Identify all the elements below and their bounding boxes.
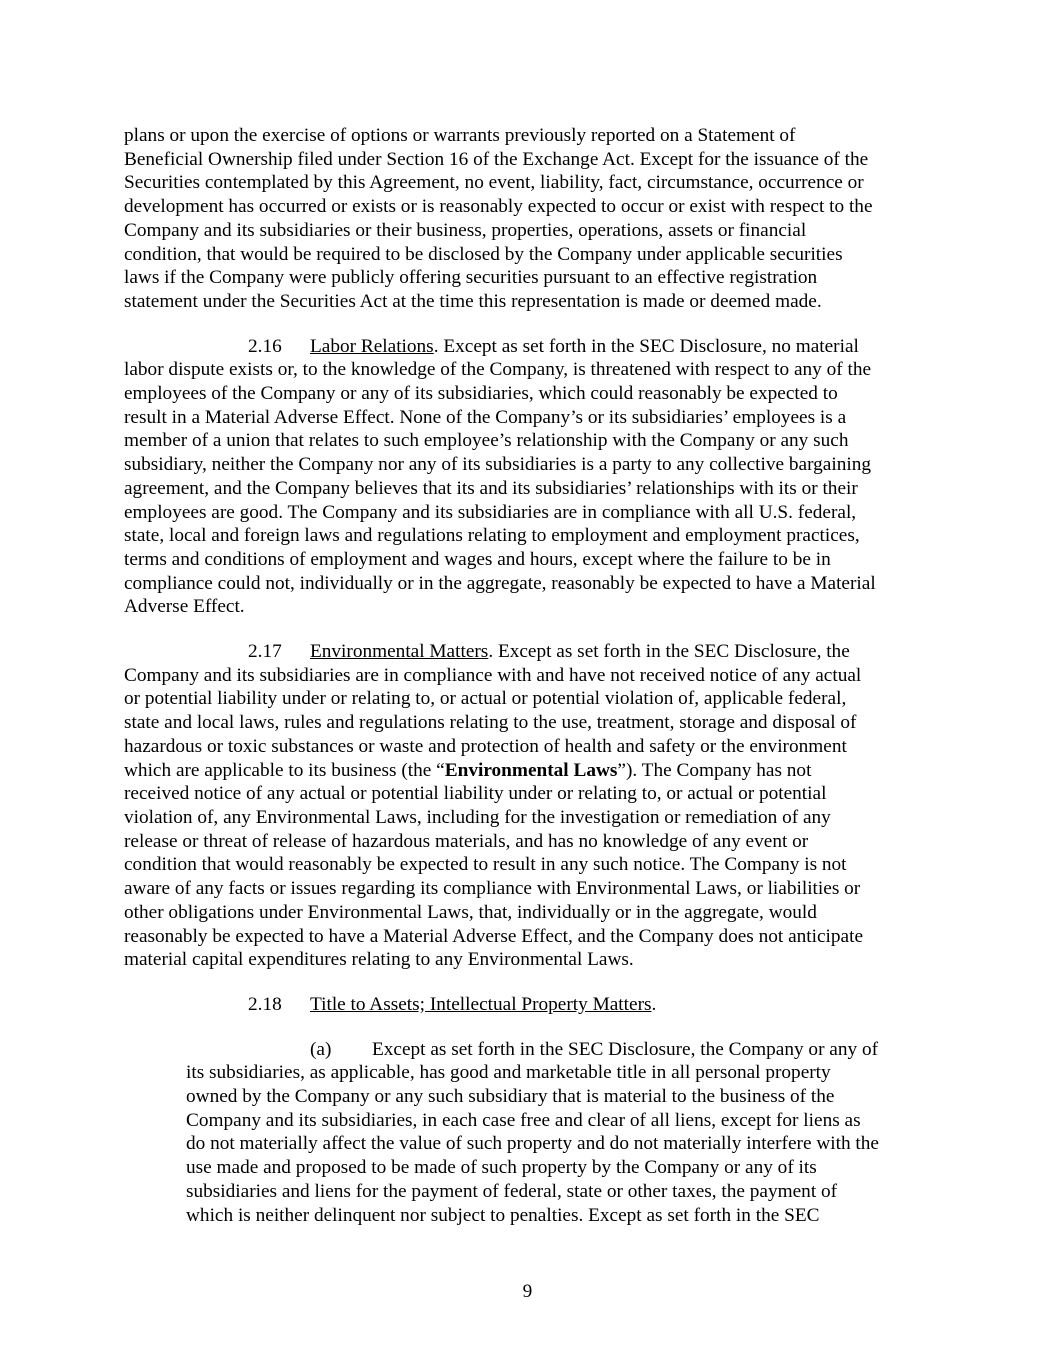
section-number: 2.16	[248, 335, 282, 357]
paragraph-line: Securities contemplated by this Agreement, no event, liability, fact, circumstance, occurrence or	[124, 172, 864, 194]
paragraph-line: its subsidiaries, as applicable, has good and marketable title in all personal property	[186, 1062, 831, 1084]
paragraph-line: labor dispute exists or, to the knowledge of the Company, is threatened with respect to any of the	[124, 359, 872, 381]
paragraph-line: Company and its subsidiaries are in compliance with and have not received notice of any actual	[124, 664, 862, 686]
section-2-16-labor-relations	[124, 335, 934, 619]
paragraph-line: violation of, any Environmental Laws, including for the investigation or remediation of any	[124, 806, 831, 828]
section-heading: Title to Assets; Intellectual Property Matters	[310, 993, 652, 1015]
section-first-line-text: . Except as set forth in the SEC Disclosure, no material	[433, 335, 859, 357]
section-number: 2.17	[248, 641, 282, 663]
paragraph-line: release or threat of release of hazardous materials, and has no knowledge of any event or	[124, 830, 809, 852]
section-first-line	[124, 640, 934, 664]
paragraph-line: compliance could not, individually or in the aggregate, reasonably be expected to have a Material	[124, 572, 876, 594]
section-number: 2.18	[248, 993, 282, 1015]
paragraph-line: or potential liability under or relating to, or actual or potential violation of, applicable federal,	[124, 688, 847, 710]
paragraph-line: do not materially affect the value of such property and do not materially interfere with the	[186, 1133, 879, 1155]
section-first-line-text: . Except as set forth in the SEC Disclosure, the	[488, 641, 850, 663]
paragraph-line: hazardous or toxic substances or waste and protection of health and safety or the environment	[124, 735, 847, 757]
defined-term-line-after: ”). The Company has not	[617, 759, 812, 781]
continuation-paragraph	[124, 124, 934, 314]
paragraph-line: reasonably be expected to have a Material Adverse Effect, and the Company does not anticipate	[124, 925, 864, 947]
page-body	[124, 124, 934, 1248]
subsection-label: (a)	[310, 1038, 332, 1060]
paragraph-line: plans or upon the exercise of options or warrants previously reported on a Statement of	[124, 125, 796, 146]
paragraph-line: material capital expenditures relating to any Environmental Laws.	[124, 949, 634, 971]
defined-term: Environmental Laws	[444, 759, 618, 781]
paragraph-line: state, local and foreign laws and regulations relating to employment and employment practices,	[124, 525, 860, 547]
paragraph-line: Adverse Effect.	[124, 596, 245, 618]
section-heading: Environmental Matters	[310, 641, 489, 663]
subsection-a	[186, 1038, 934, 1228]
paragraph-line: Beneficial Ownership filed under Section 16 of the Exchange Act. Except for the issuance of the	[124, 148, 869, 170]
paragraph-line: other obligations under Environmental Laws, that, individually or in the aggregate, would	[124, 901, 817, 923]
paragraph-line: laws if the Company were publicly offering securities pursuant to an effective registration	[124, 267, 818, 289]
paragraph-line: condition that would reasonably be expected to result in any such notice. The Company is not	[124, 854, 847, 876]
paragraph-line: result in a Material Adverse Effect. None of the Company’s or its subsidiaries’ employees is a	[124, 406, 847, 428]
subsection-first-line-text: Except as set forth in the SEC Disclosure, the Company or any of	[372, 1038, 879, 1060]
section-first-line	[124, 993, 934, 1017]
section-2-17-environmental-matters	[124, 640, 934, 972]
paragraph-line: owned by the Company or any such subsidiary that is material to the business of the	[186, 1086, 835, 1108]
subsection-first-line	[186, 1038, 934, 1062]
section-heading: Labor Relations	[310, 335, 434, 357]
paragraph-line: Company and its subsidiaries, in each case free and clear of all liens, except for liens as	[186, 1109, 861, 1131]
paragraph-line: member of a union that relates to such employee’s relationship with the Company or any such	[124, 430, 849, 452]
paragraph-line: condition, that would be required to be disclosed by the Company under applicable securities	[124, 243, 843, 265]
paragraph-line: which is neither delinquent nor subject to penalties. Except as set forth in the SEC	[186, 1204, 820, 1226]
paragraph-line: use made and proposed to be made of such property by the Company or any of its	[186, 1157, 817, 1179]
paragraph-line: terms and conditions of employment and wages and hours, except where the failure to be in	[124, 548, 831, 570]
defined-term-line	[124, 759, 934, 783]
paragraph-line: employees of the Company or any of its subsidiaries, which could reasonably be expected to	[124, 383, 838, 405]
paragraph-line: Company and its subsidiaries or their business, properties, operations, assets or financial	[124, 219, 807, 241]
paragraph-line: state and local laws, rules and regulations relating to the use, treatment, storage and disposal of	[124, 712, 857, 734]
paragraph-line: statement under the Securities Act at the time this representation is made or deemed made.	[124, 290, 822, 312]
page-number: 9	[522, 1281, 533, 1302]
defined-term-line-before: which are applicable to its business (the “	[124, 759, 445, 781]
paragraph-line: agreement, and the Company believes that its and its subsidiaries’ relationships with its or their	[124, 477, 858, 499]
section-heading-period: .	[651, 993, 657, 1015]
paragraph-line: development has occurred or exists or is reasonably expected to occur or exist with respect to the	[124, 196, 873, 218]
paragraph-line: employees are good. The Company and its subsidiaries are in compliance with all U.S. federal,	[124, 501, 857, 523]
paragraph-line: subsidiary, neither the Company nor any of its subsidiaries is a party to any collective bargaining	[124, 454, 871, 476]
paragraph-line: subsidiaries and liens for the payment of federal, state or other taxes, the payment of	[186, 1180, 838, 1202]
paragraph-line: received notice of any actual or potential liability under or relating to, or actual or potential	[124, 783, 827, 805]
section-2-18-title-to-assets	[124, 993, 934, 1017]
paragraph-line: aware of any facts or issues regarding its compliance with Environmental Laws, or liabilities or	[124, 878, 861, 900]
section-first-line	[124, 335, 934, 359]
